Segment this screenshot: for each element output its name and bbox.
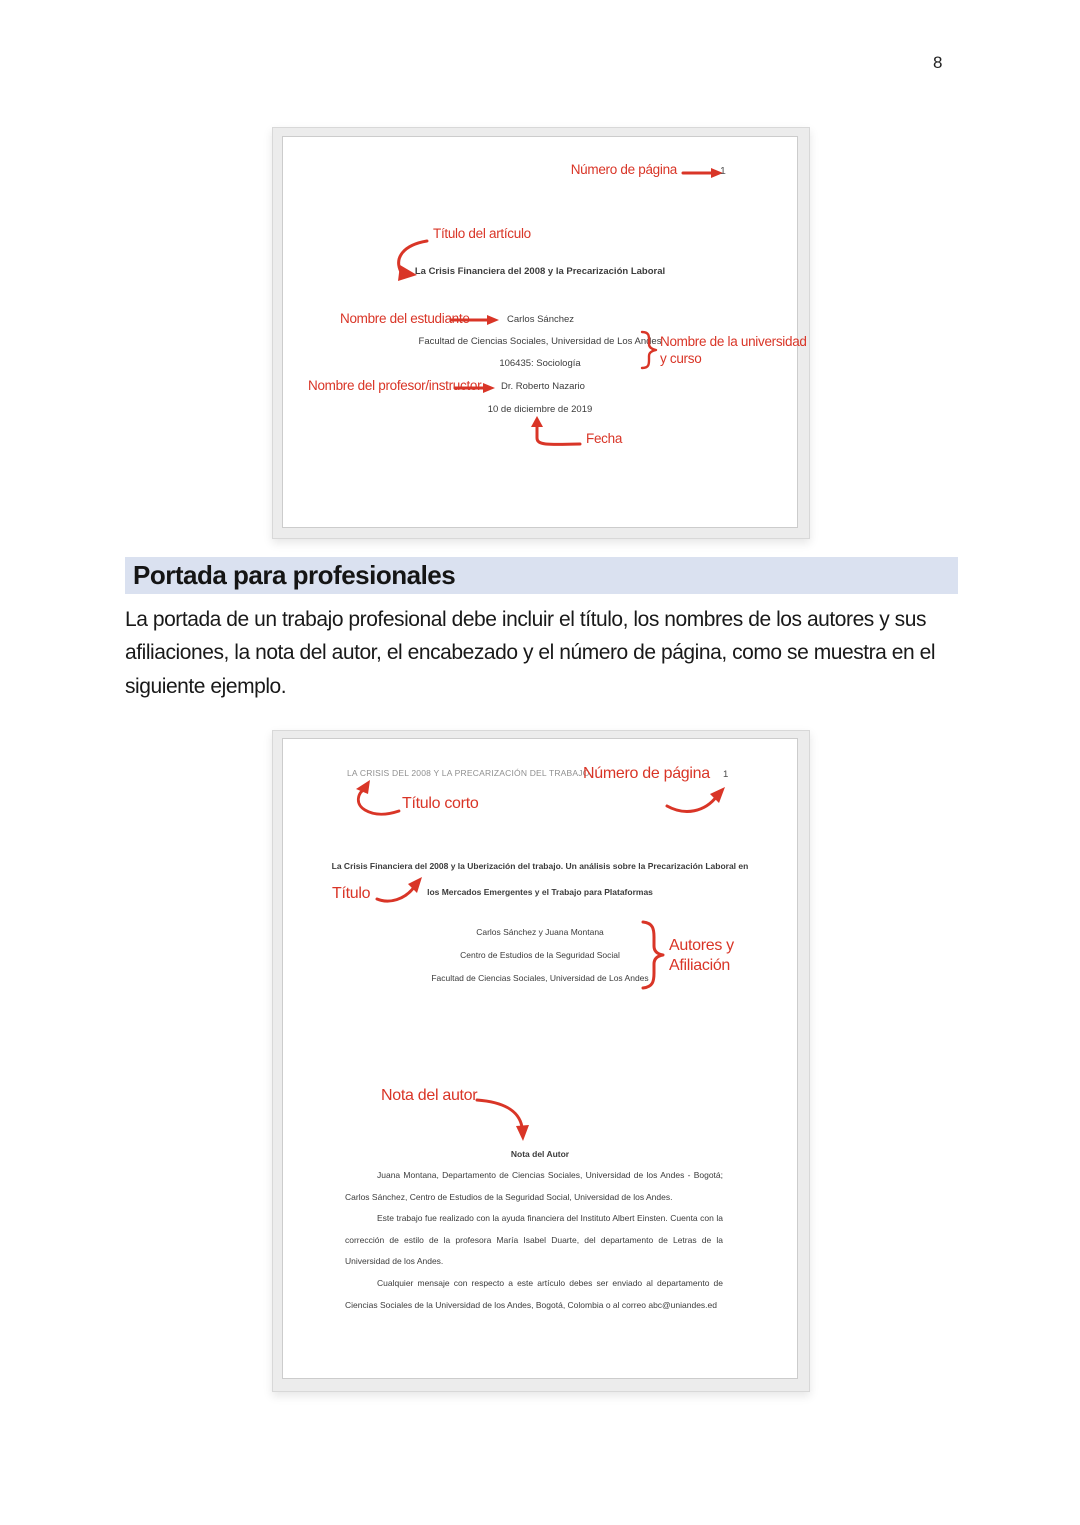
straight-arrow-icon xyxy=(450,314,500,326)
straight-arrow-icon xyxy=(682,167,724,179)
professional-cover-sheet xyxy=(282,738,798,1379)
author-note-annotation-label: Nota del autor xyxy=(381,1087,478,1104)
sample-title-line1: La Crisis Financiera del 2008 y la Uberización del trabajo. Un análisis sobre la Precarización Laboral en xyxy=(331,861,749,871)
curved-arrow-icon xyxy=(665,786,729,818)
date-annotation-label: Fecha xyxy=(586,431,623,446)
sample-page-number: 1 xyxy=(720,165,726,177)
note-paragraph: Cualquier mensaje con respecto a este artículo debes ser enviado al departamento de Ciencias Sociales de la Universidad de los Andes, Bogotá, Colombia o al correo abc@uniandes.ed xyxy=(345,1277,723,1310)
sample-date: 10 de diciembre de 2019 xyxy=(487,404,593,415)
note-paragraph: Juana Montana, Departamento de Ciencias Sociales, Universidad de los Andes - Bogotá; Carlos Sánchez, Centro de Estudios de la Seguridad Social, Universidad de los Andes. xyxy=(345,1170,723,1202)
title-annotation-label: Título xyxy=(332,885,371,902)
sample-student-name: Carlos Sánchez xyxy=(507,314,575,325)
brace-icon xyxy=(640,919,666,991)
section-heading: Portada para profesionales xyxy=(125,557,958,594)
university-annotation-label-line2: y curso xyxy=(660,351,702,366)
note-paragraph: Este trabajo fue realizado con la ayuda financiera del Instituto Albert Einsten. Cuenta con la corrección de estilo de la profesora María Isabel Duarte, del departamento de Letras de la Universidad de los Andes. xyxy=(345,1213,723,1267)
curved-arrow-icon xyxy=(353,779,401,819)
authors-annotation-label-line1: Autores y xyxy=(669,937,734,954)
professor-annotation-label: Nombre del profesor/instructor xyxy=(308,378,482,393)
curved-arrow-icon xyxy=(375,875,425,905)
curved-arrow-icon xyxy=(393,238,431,286)
sample-course: 106435: Sociología xyxy=(499,358,581,369)
page-number-annotation-label: Número de página xyxy=(570,162,677,177)
sample-authors: Carlos Sánchez y Juana Montana xyxy=(476,927,604,937)
student-name-annotation-label: Nombre del estudiante xyxy=(340,311,470,326)
sample-author-note-text xyxy=(345,1165,723,1316)
student-cover-example-figure xyxy=(272,127,810,539)
authors-annotation-label-line2: Afiliación xyxy=(669,957,731,974)
sample-affiliation1: Centro de Estudios de la Seguridad Social xyxy=(460,950,620,960)
short-title-annotation-label: Título corto xyxy=(402,795,479,812)
sample-professor-name: Dr. Roberto Nazario xyxy=(501,381,585,392)
curved-arrow-icon xyxy=(530,416,586,450)
curved-arrow-icon xyxy=(475,1095,537,1145)
straight-arrow-icon xyxy=(454,382,496,394)
sample-page-number: 1 xyxy=(723,769,729,780)
page-number: 8 xyxy=(933,53,943,72)
sample-affiliation: Facultad de Ciencias Sociales, Universidad de Los Andes xyxy=(418,336,662,347)
university-annotation-label-line1: Nombre de la universidad xyxy=(660,334,807,349)
sample-note-heading: Nota del Autor xyxy=(510,1149,570,1159)
sample-affiliation2: Facultad de Ciencias Sociales, Universidad de Los Andes xyxy=(431,973,649,983)
sample-title-line2: los Mercados Emergentes y el Trabajo para Plataformas xyxy=(427,887,653,897)
professional-cover-example-figure xyxy=(272,730,810,1392)
sample-running-head: LA CRISIS DEL 2008 Y LA PRECARIZACIÓN DEL TRABAJO xyxy=(347,768,590,778)
page-number-annotation-label: Número de página xyxy=(583,765,710,782)
article-title-annotation-label: Título del artículo xyxy=(433,226,531,241)
section-paragraph: La portada de un trabajo profesional debe incluir el título, los nombres de los autores y sus afiliaciones, la nota del autor, el encabezado y el número de página, como se muestra en el siguiente ejemplo. xyxy=(125,608,936,698)
student-cover-sheet xyxy=(282,136,807,528)
sample-article-title: La Crisis Financiera del 2008 y la Precarización Laboral xyxy=(414,266,666,277)
